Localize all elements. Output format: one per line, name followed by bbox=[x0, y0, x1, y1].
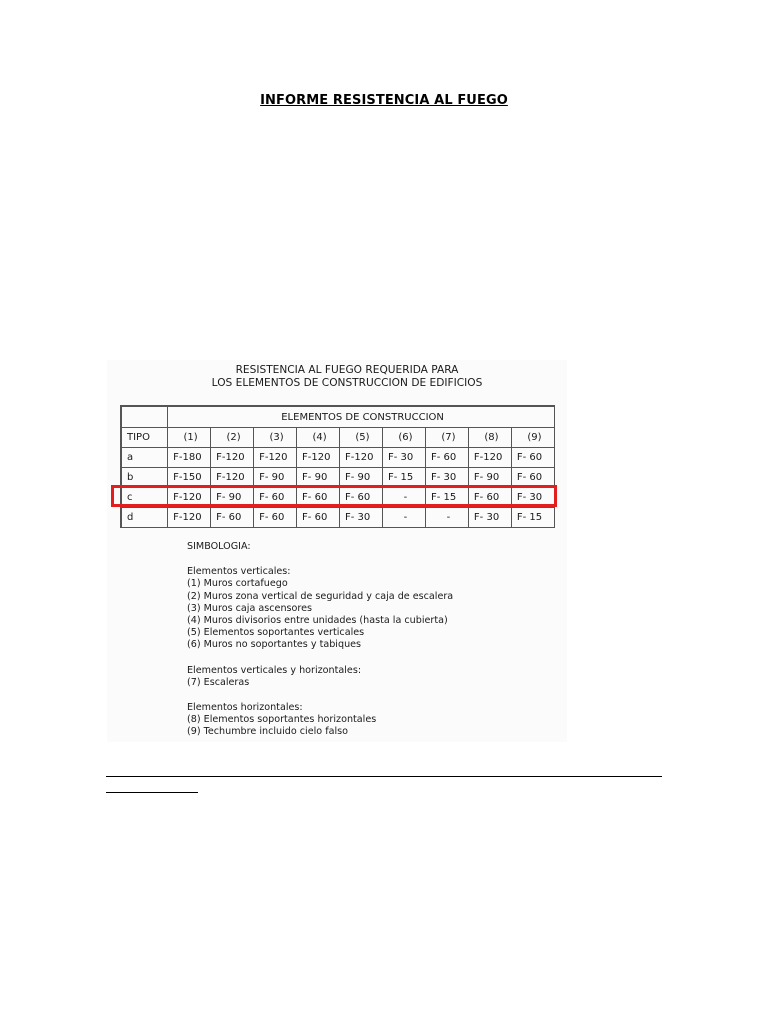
table-cell: F- 60 bbox=[511, 448, 554, 468]
footnote-separator-line bbox=[106, 776, 662, 777]
table-cell: F-120 bbox=[168, 488, 211, 508]
table-cell: F-120 bbox=[254, 448, 297, 468]
table-cell: b bbox=[121, 468, 168, 488]
document-title: INFORME RESISTENCIA AL FUEGO bbox=[260, 93, 508, 108]
figure-heading bbox=[107, 364, 567, 390]
column-header: (7) bbox=[425, 428, 468, 448]
legend-spacer bbox=[187, 689, 453, 702]
column-header: (5) bbox=[340, 428, 383, 448]
legend-spacer bbox=[187, 553, 453, 566]
column-header: TIPO bbox=[121, 428, 168, 448]
table-cell: F- 60 bbox=[254, 488, 297, 508]
column-header: (6) bbox=[382, 428, 425, 448]
table-cell: F-120 bbox=[297, 448, 340, 468]
table-cell: F-120 bbox=[168, 508, 211, 528]
row-c-highlight-box bbox=[111, 485, 557, 507]
table-row bbox=[121, 448, 555, 468]
table-cell: F- 90 bbox=[468, 468, 511, 488]
table-cell: F- 60 bbox=[468, 488, 511, 508]
table-cell: F- 15 bbox=[511, 508, 554, 528]
figure-heading-line-2: LOS ELEMENTOS DE CONSTRUCCION DE EDIFICIOS bbox=[211, 377, 483, 389]
table-cell: F- 60 bbox=[297, 488, 340, 508]
legend-item: (7) Escaleras bbox=[187, 676, 250, 688]
table-cell: F-150 bbox=[168, 468, 211, 488]
table-cell: - bbox=[425, 508, 468, 528]
legend-title: SIMBOLOGIA: bbox=[187, 541, 251, 552]
legend-item: (8) Elementos soportantes horizontales bbox=[187, 714, 377, 726]
legend-item: (1) Muros cortafuego bbox=[187, 578, 288, 590]
table-cell: F- 30 bbox=[425, 468, 468, 488]
fire-resistance-table bbox=[120, 405, 555, 528]
table-cell: F- 90 bbox=[340, 468, 383, 488]
table-cell: F- 60 bbox=[511, 468, 554, 488]
footnote-short-line bbox=[106, 792, 198, 793]
table-cell: F- 30 bbox=[340, 508, 383, 528]
column-header: (4) bbox=[297, 428, 340, 448]
table-cell: F- 60 bbox=[425, 448, 468, 468]
figure-heading-line-1: RESISTENCIA AL FUEGO REQUERIDA PARA bbox=[235, 364, 459, 376]
table-cell: F- 30 bbox=[382, 448, 425, 468]
table-group-header-row bbox=[121, 406, 555, 428]
column-header: (1) bbox=[168, 428, 211, 448]
table-cell: c bbox=[121, 488, 168, 508]
table-cell: F- 90 bbox=[297, 468, 340, 488]
table-cell: d bbox=[121, 508, 168, 528]
table-cell: - bbox=[382, 508, 425, 528]
table-corner-cell bbox=[121, 406, 168, 428]
column-header: (2) bbox=[211, 428, 254, 448]
legend-item: (5) Elementos soportantes verticales bbox=[187, 627, 365, 639]
legend-group-title: Elementos verticales y horizontales: bbox=[187, 664, 362, 676]
column-header: (3) bbox=[254, 428, 297, 448]
table-row bbox=[121, 508, 555, 528]
legend-spacer bbox=[187, 652, 453, 665]
table-cell: F-120 bbox=[211, 468, 254, 488]
legend-item: (6) Muros no soportantes y tabiques bbox=[187, 639, 362, 651]
table-cell: F- 90 bbox=[211, 488, 254, 508]
table-cell: - bbox=[382, 488, 425, 508]
table-cell: F-120 bbox=[211, 448, 254, 468]
table-cell: a bbox=[121, 448, 168, 468]
legend-item: (9) Techumbre incluido cielo falso bbox=[187, 726, 348, 738]
table-cell: F- 15 bbox=[425, 488, 468, 508]
table-cell: F- 15 bbox=[382, 468, 425, 488]
legend-item: (4) Muros divisorios entre unidades (hasta la cubierta) bbox=[187, 615, 448, 627]
table-cell: F- 30 bbox=[511, 488, 554, 508]
table-group-header: ELEMENTOS DE CONSTRUCCION bbox=[168, 406, 555, 428]
table-cell: F- 90 bbox=[254, 468, 297, 488]
legend-item: (2) Muros zona vertical de seguridad y caja de escalera bbox=[187, 590, 454, 602]
legend-group-title: Elementos horizontales: bbox=[187, 702, 303, 714]
legend-group-title: Elementos verticales: bbox=[187, 566, 291, 578]
table-cell: F-120 bbox=[340, 448, 383, 468]
column-header: (9) bbox=[511, 428, 554, 448]
table-cell: F-180 bbox=[168, 448, 211, 468]
table-cell: F- 60 bbox=[254, 508, 297, 528]
table-cell: F- 60 bbox=[211, 508, 254, 528]
table-cell: F- 30 bbox=[468, 508, 511, 528]
legend-item: (3) Muros caja ascensores bbox=[187, 602, 313, 614]
table-cell: F-120 bbox=[468, 448, 511, 468]
table-cell: F- 60 bbox=[297, 508, 340, 528]
fire-resistance-figure bbox=[107, 360, 567, 742]
table-cell: F- 60 bbox=[340, 488, 383, 508]
legend bbox=[187, 541, 453, 739]
table-column-header-row bbox=[121, 428, 555, 448]
column-header: (8) bbox=[468, 428, 511, 448]
